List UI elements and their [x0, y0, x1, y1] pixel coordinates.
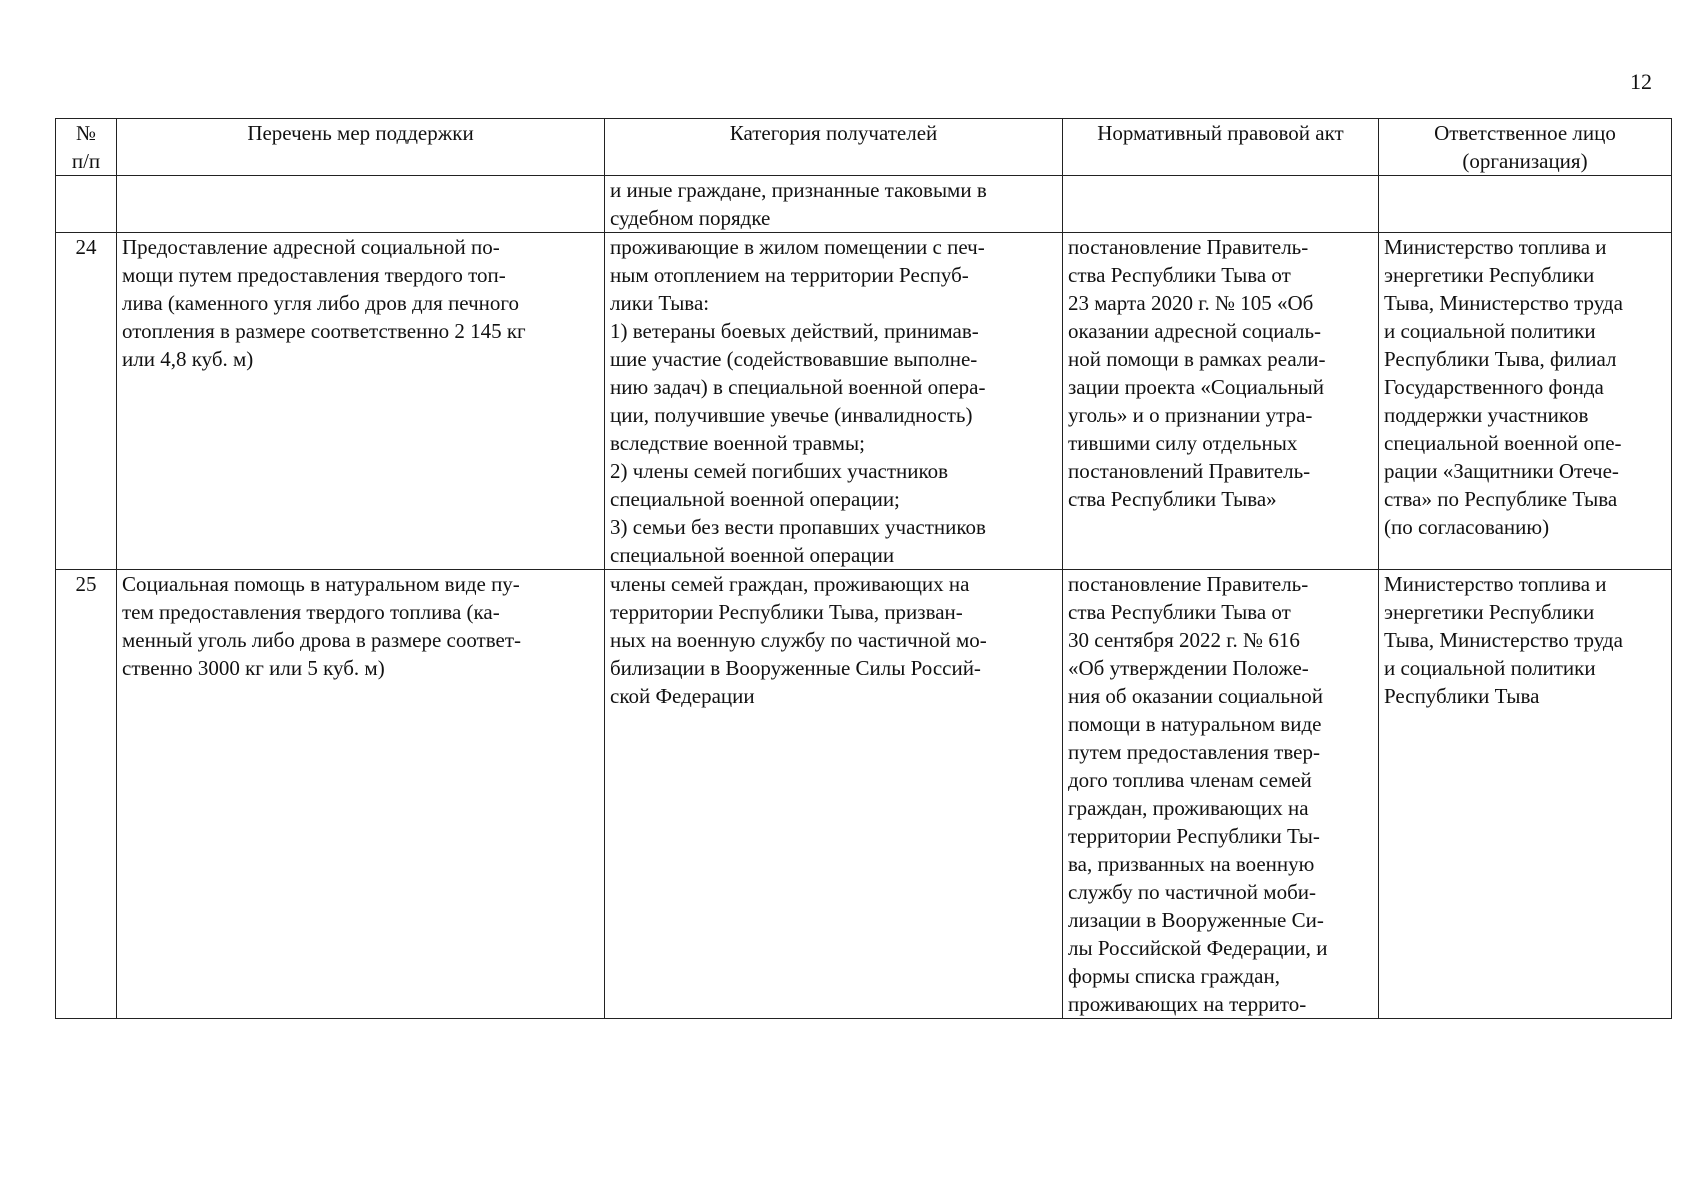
row-responsible: Министерство топлива и энергетики Республики Тыва, Министерство труда и социальной политики Республики Тыва, филиал Государственного фонда поддержки участников специальной военной опе- рации «Защитники Отече- ства» по Республике Тыва (по согласованию) — [1379, 233, 1672, 570]
table-row — [56, 176, 1672, 233]
header-act: Нормативный правовой акт — [1063, 119, 1379, 176]
page-number: 12 — [1630, 69, 1652, 94]
row-act — [1063, 176, 1379, 233]
row-responsible: Министерство топлива и энергетики Республики Тыва, Министерство труда и социальной политики Республики Тыва — [1379, 570, 1672, 1019]
row-num: 24 — [56, 233, 117, 570]
row-act: постановление Правитель- ства Республики Тыва от 23 марта 2020 г. № 105 «Об оказании адресной социаль- ной помощи в рамках реали- зации проекта «Социальный уголь» и о признании утра- тившими силу отдельных постановлений Правитель- ства Республики Тыва» — [1063, 233, 1379, 570]
row-category: и иные граждане, признанные таковыми в судебном порядке — [605, 176, 1063, 233]
table-row — [56, 233, 1672, 570]
row-measure — [117, 176, 605, 233]
row-category: члены семей граждан, проживающих на территории Республики Тыва, призван- ных на военную службу по частичной мо- билизации в Вооруженные Силы Россий- ской Федерации — [605, 570, 1063, 1019]
header-responsible: Ответственное лицо (организация) — [1379, 119, 1672, 176]
row-act: постановление Правитель- ства Республики Тыва от 30 сентября 2022 г. № 616 «Об утверждении Положе- ния об оказании социальной помощи в натуральном виде путем предоставления твер- дого топлива членам семей граждан, проживающих на территории Республики Ты- ва, призванных на военную службу по частичной моби- лизации в Вооруженные Си- лы Российской Федерации, и формы списка граждан, проживающих на террито- — [1063, 570, 1379, 1019]
row-measure: Социальная помощь в натуральном виде пу- тем предоставления твердого топлива (ка- менный уголь либо дрова в размере соответ- ственно 3000 кг или 5 куб. м) — [117, 570, 605, 1019]
header-num: № п/п — [56, 119, 117, 176]
header-measure: Перечень мер поддержки — [117, 119, 605, 176]
row-num — [56, 176, 117, 233]
row-responsible — [1379, 176, 1672, 233]
row-num: 25 — [56, 570, 117, 1019]
table-header-row — [56, 119, 1672, 176]
header-category: Категория получателей — [605, 119, 1063, 176]
row-category: проживающие в жилом помещении с печ- ным отоплением на территории Респуб- лики Тыва: 1) ветераны боевых действий, принимав- шие участие (содействовавшие выполне- нию задач) в специальной военной опера- ции, получившие увечье (инвалидность) вследствие военной травмы; 2) члены семей погибших участников специальной военной операции; 3) семьи без вести пропавших участников специальной военной операции — [605, 233, 1063, 570]
table-row — [56, 570, 1672, 1019]
row-measure: Предоставление адресной социальной по- мощи путем предоставления твердого топ- лива (каменного угля либо дров для печного отопления в размере соответственно 2 145 кг или 4,8 куб. м) — [117, 233, 605, 570]
support-measures-table — [55, 118, 1672, 1019]
